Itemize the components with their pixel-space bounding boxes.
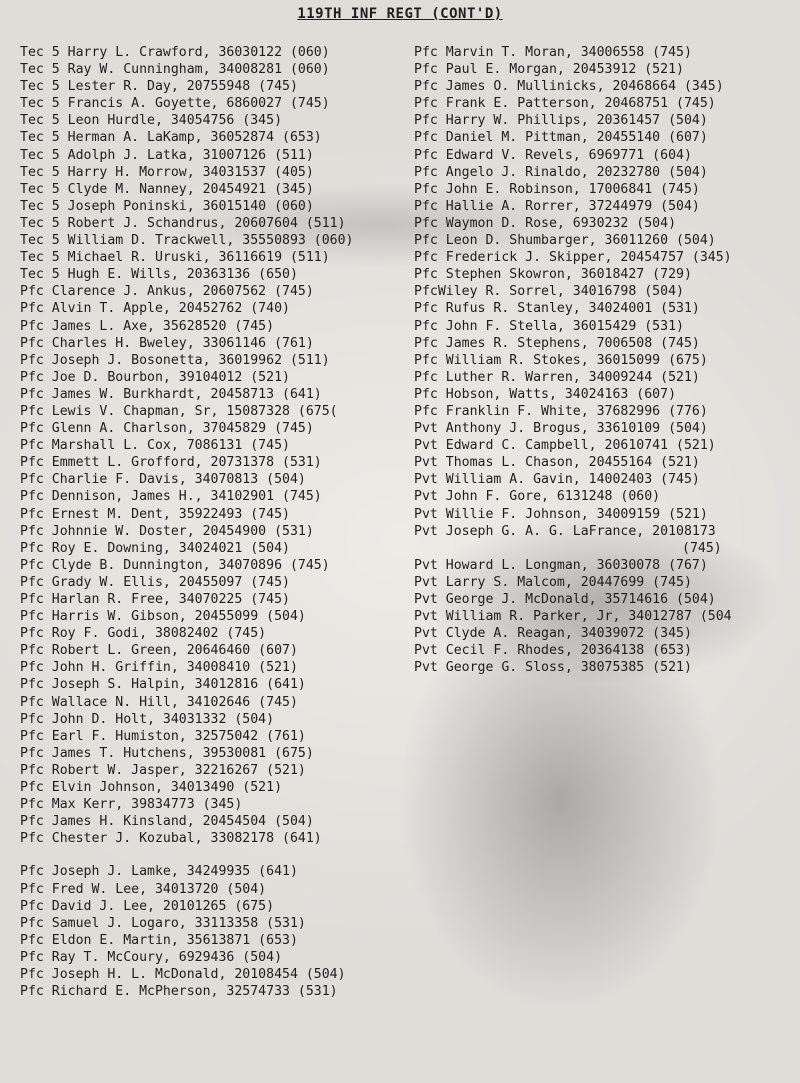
roster-entry: Tec 5 Adolph J. Latka, 31007126 (511) (20, 147, 314, 163)
roster-entry: Tec 5 Michael R. Uruski, 36116619 (511) (20, 250, 330, 266)
roster-entry: Pvt William A. Gavin, 14002403 (745) (414, 472, 700, 488)
roster-entry: Pvt Anthony J. Brogus, 33610109 (504) (414, 421, 708, 437)
roster-entry: Pfc Johnnie W. Doster, 20454900 (531) (20, 523, 314, 539)
roster-entry: Pfc Harris W. Gibson, 20455099 (504) (20, 609, 306, 625)
roster-entry: PfcWiley R. Sorrel, 34016798 (504) (414, 284, 684, 300)
roster-entry: Pvt John F. Gore, 6131248 (060) (414, 489, 661, 505)
roster-entry: Pfc Harry W. Phillips, 20361457 (504) (414, 113, 708, 129)
roster-entry: Pfc Clyde B. Dunnington, 34070896 (745) (20, 557, 330, 573)
roster-entry: Pfc Richard E. McPherson, 32574733 (531) (20, 984, 338, 1000)
roster-entry: Pfc Robert L. Green, 20646460 (607) (20, 643, 298, 659)
roster-entry: Pfc Fred W. Lee, 34013720 (504) (20, 881, 267, 897)
roster-entry: Pfc Wallace N. Hill, 34102646 (745) (20, 694, 298, 710)
roster-entry: Pfc James R. Stephens, 7006508 (745) (414, 335, 700, 351)
roster-entry: Pfc Marvin T. Moran, 34006558 (745) (414, 45, 692, 60)
roster-entry: Pfc Grady W. Ellis, 20455097 (745) (20, 574, 290, 590)
roster-entry: Pfc Luther R. Warren, 34009244 (521) (414, 369, 700, 385)
document-title-text: 119TH INF REGT (CONT'D) (297, 6, 503, 22)
roster-entry: Pfc Elvin Johnson, 34013490 (521) (20, 780, 283, 796)
roster-entry: Pfc Alvin T. Apple, 20452762 (740) (20, 301, 290, 317)
roster-entry: Pfc Chester J. Kozubal, 33082178 (641) (20, 831, 322, 847)
roster-entry: Pvt Larry S. Malcom, 20447699 (745) (414, 574, 692, 590)
roster-entry: Pfc Angelo J. Rinaldo, 20232780 (504) (414, 164, 708, 180)
roster-entry: Pvt George J. McDonald, 35714616 (504) (414, 592, 716, 607)
roster-entry: Pfc Emmett L. Grofford, 20731378 (531) (20, 455, 322, 471)
roster-entry: Pfc Samuel J. Logaro, 33113358 (531) (20, 915, 306, 931)
roster-entry: Pfc James O. Mullinicks, 20468664 (345) (414, 79, 724, 95)
roster-entry: Pfc Joseph J. Lamke, 34249935 (641) (20, 864, 298, 880)
roster-entry: Pfc Hallie A. Rorrer, 37244979 (504) (414, 198, 700, 214)
roster-entry: Pfc Glenn A. Charlson, 37045829 (745) (20, 421, 314, 437)
roster-entry: Pfc Rufus R. Stanley, 34024001 (531) (414, 301, 700, 317)
roster-entry: Pfc Charles H. Bweley, 33061146 (761) (20, 335, 314, 351)
roster-entry: Pvt William R. Parker, Jr, 34012787 (504 (414, 609, 732, 625)
roster-entry: Tec 5 Lester R. Day, 20755948 (745) (20, 79, 298, 95)
roster-entry: Pfc Joseph H. L. McDonald, 20108454 (504) (20, 966, 346, 982)
roster-entry: Tec 5 Herman A. LaKamp, 36052874 (653) (20, 130, 322, 146)
roster-entry: Pfc Paul E. Morgan, 20453912 (521) (414, 62, 684, 78)
roster-entry: Tec 5 Ray W. Cunningham, 34008281 (060) (20, 62, 330, 78)
roster-entry: Pfc William R. Stokes, 36015099 (675) (414, 352, 708, 368)
roster-entry: Tec 5 Harry H. Morrow, 34031537 (405) (20, 164, 314, 180)
roster-entry: Pfc Marshall L. Cox, 7086131 (745) (20, 438, 290, 454)
roster-entry: Pfc John F. Stella, 36015429 (531) (414, 318, 684, 334)
roster-entry: Pfc Roy F. Godi, 38082402 (745) (20, 626, 267, 642)
roster-entry: Pfc Robert W. Jasper, 32216267 (521) (20, 762, 306, 778)
roster-entry: Pfc Leon D. Shumbarger, 36011260 (504) (414, 233, 716, 249)
roster-entry: Tec 5 Francis A. Goyette, 6860027 (745) (20, 96, 330, 112)
roster-entry: Pvt Willie F. Johnson, 34009159 (521) (414, 506, 708, 522)
roster-entry: Pfc John H. Griffin, 34008410 (521) (20, 660, 298, 676)
roster-entry: Pvt Cecil F. Rhodes, 20364138 (653) (414, 643, 692, 659)
roster-entry: (745) (682, 540, 722, 556)
roster-entry: Pfc Stephen Skowron, 36018427 (729) (414, 267, 692, 283)
roster-entry: Tec 5 Leon Hurdle, 34054756 (345) (20, 113, 283, 129)
roster-entry: Tec 5 Clyde M. Nanney, 20454921 (345) (20, 181, 314, 197)
roster-entry: Pfc Ernest M. Dent, 35922493 (745) (20, 506, 290, 522)
roster-entry: Tec 5 Joseph Poninski, 36015140 (060) (20, 198, 314, 214)
roster-entry: Tec 5 Hugh E. Wills, 20363136 (650) (20, 267, 298, 283)
roster-entry: Pfc Hobson, Watts, 34024163 (607) (414, 386, 677, 402)
roster-entry: Pfc Daniel M. Pittman, 20455140 (607) (414, 130, 708, 146)
roster-entry: Tec 5 William D. Trackwell, 35550893 (060) (20, 233, 354, 249)
roster-entry: Pvt Joseph G. A. G. LaFrance, 20108173 (414, 523, 716, 539)
left-roster-column (20, 44, 353, 1000)
roster-entry: Pvt Edward C. Campbell, 20610741 (521) (414, 438, 716, 454)
roster-entry: Pfc Charlie F. Davis, 34070813 (504) (20, 472, 306, 488)
roster-entry: Pvt Howard L. Longman, 36030078 (767) (414, 557, 708, 573)
roster-entry: Pfc Harlan R. Free, 34070225 (745) (20, 592, 290, 607)
document-title (0, 6, 800, 22)
roster-entry: Pfc Ray T. McCoury, 6929436 (504) (20, 949, 283, 965)
roster-entry: Pfc Joseph J. Bosonetta, 36019962 (511) (20, 352, 330, 368)
roster-entry: Pfc James H. Kinsland, 20454504 (504) (20, 814, 314, 830)
roster-entry: Pfc Dennison, James H., 34102901 (745) (20, 489, 322, 505)
roster-entry: Pfc James W. Burkhardt, 20458713 (641) (20, 386, 322, 402)
roster-entry: Pfc Joseph S. Halpin, 34012816 (641) (20, 677, 306, 693)
roster-entry: Pfc Eldon E. Martin, 35613871 (653) (20, 932, 298, 948)
roster-entry: Pfc John D. Holt, 34031332 (504) (20, 711, 275, 727)
roster-entry: Pfc Waymon D. Rose, 6930232 (504) (414, 215, 677, 231)
roster-entry: Pvt Thomas L. Chason, 20455164 (521) (414, 455, 700, 471)
roster-entry: Tec 5 Robert J. Schandrus, 20607604 (511) (20, 215, 346, 231)
roster-entry: Pfc Joe D. Bourbon, 39104012 (521) (20, 369, 290, 385)
roster-entry: Pfc John E. Robinson, 17006841 (745) (414, 181, 700, 197)
roster-entry: Pfc Frank E. Patterson, 20468751 (745) (414, 96, 716, 112)
roster-entry: Pfc Clarence J. Ankus, 20607562 (745) (20, 284, 314, 300)
roster-entry: Pfc Roy E. Downing, 34024021 (504) (20, 540, 290, 556)
roster-entry: Pfc James T. Hutchens, 39530081 (675) (20, 745, 314, 761)
roster-entry: Pfc Max Kerr, 39834773 (345) (20, 797, 243, 813)
right-roster-column (414, 44, 732, 676)
roster-entry: Pvt George G. Sloss, 38075385 (521) (414, 660, 692, 676)
roster-entry: Pfc Edward V. Revels, 6969771 (604) (414, 147, 692, 163)
roster-entry: Pfc Franklin F. White, 37682996 (776) (414, 403, 708, 419)
roster-entry: Pfc Lewis V. Chapman, Sr, 15087328 (675( (20, 403, 338, 419)
roster-entry: Tec 5 Harry L. Crawford, 36030122 (060) (20, 45, 330, 60)
roster-entry: Pfc Frederick J. Skipper, 20454757 (345) (414, 250, 732, 266)
roster-entry: Pfc David J. Lee, 20101265 (675) (20, 898, 275, 914)
roster-entry: Pvt Clyde A. Reagan, 34039072 (345) (414, 626, 692, 642)
roster-entry: Pfc Earl F. Humiston, 32575042 (761) (20, 728, 306, 744)
roster-entry: Pfc James L. Axe, 35628520 (745) (20, 318, 275, 334)
